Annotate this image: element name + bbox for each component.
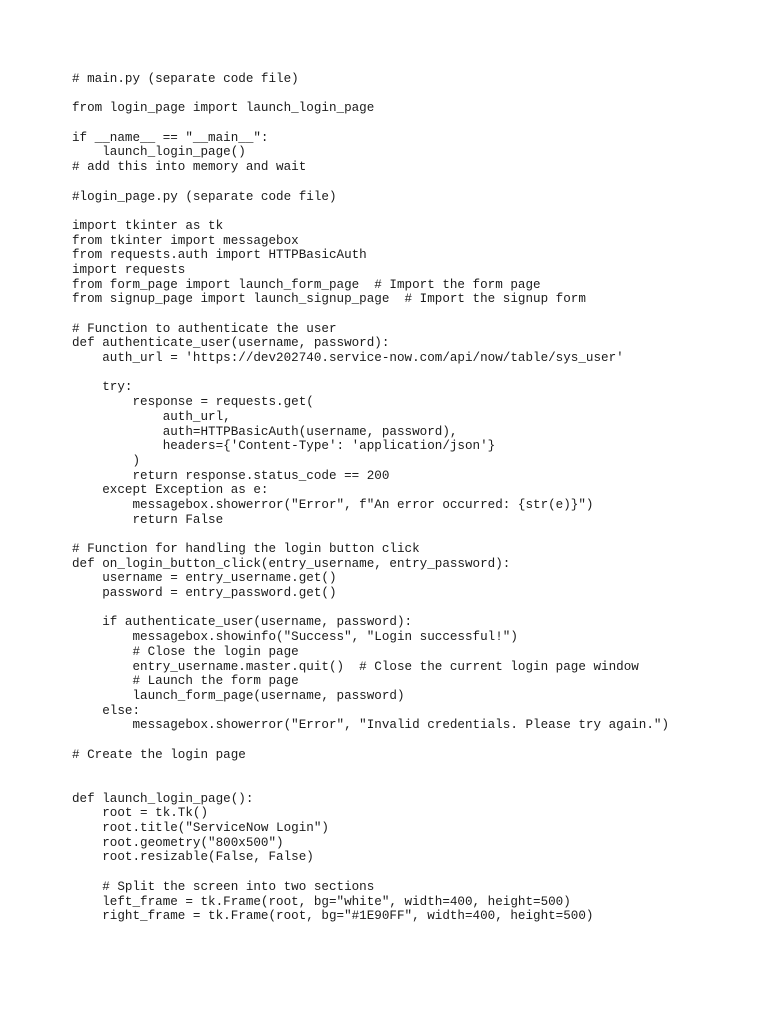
code-line <box>72 777 669 792</box>
code-line: launch_form_page(username, password) <box>72 688 405 703</box>
code-line: from form_page import launch_form_page # Import the form page <box>72 277 541 292</box>
code-line <box>72 175 669 190</box>
code-line: # Function for handling the login button click <box>72 542 420 556</box>
code-line: from requests.auth import HTTPBasicAuth <box>72 248 367 263</box>
code-line <box>72 527 669 542</box>
code-line <box>72 204 669 219</box>
code-line: if __name__ == "__main__": <box>72 130 269 145</box>
code-line: username = entry_username.get() <box>72 571 337 586</box>
code-line: def launch_login_page(): <box>72 791 254 806</box>
code-line: # add this into memory and wait <box>72 160 307 175</box>
code-line: headers={'Content-Type': 'application/json'} <box>72 439 496 454</box>
code-line: password = entry_password.get() <box>72 586 337 601</box>
code-line <box>72 307 669 322</box>
code-line <box>72 733 669 748</box>
code-line: auth=HTTPBasicAuth(username, password), <box>72 424 458 439</box>
code-line <box>72 116 669 131</box>
code-line: # Function to authenticate the user <box>72 321 337 336</box>
code-line: from tkinter import messagebox <box>72 233 299 248</box>
code-line: try: <box>72 380 133 395</box>
code-line: import tkinter as tk <box>72 218 224 233</box>
code-line: launch_login_page() <box>72 145 246 160</box>
code-line: # Create the login page <box>72 747 246 762</box>
code-line: # main.py (separate code file) <box>72 72 299 86</box>
code-line: root.geometry("800x500") <box>72 835 284 850</box>
code-line: import requests <box>72 262 186 277</box>
code-line: # Launch the form page <box>72 674 299 689</box>
code-line <box>72 865 669 880</box>
code-block <box>72 72 669 924</box>
code-line: # Close the login page <box>72 644 299 659</box>
code-line: root = tk.Tk() <box>72 806 209 821</box>
code-line: else: <box>72 703 141 718</box>
code-line <box>72 366 669 381</box>
code-line: messagebox.showerror("Error", "Invalid credentials. Please try again.") <box>72 718 670 733</box>
code-line: except Exception as e: <box>72 483 269 498</box>
code-line: auth_url = 'https://dev202740.service-now.com/api/now/table/sys_user' <box>72 351 624 366</box>
code-line: if authenticate_user(username, password): <box>72 615 413 630</box>
code-line: from signup_page import launch_signup_page # Import the signup form <box>72 292 586 307</box>
code-line: return False <box>72 512 224 527</box>
code-line: #login_page.py (separate code file) <box>72 189 337 204</box>
code-line: left_frame = tk.Frame(root, bg="white", width=400, height=500) <box>72 894 571 909</box>
code-line <box>72 601 669 616</box>
code-line: messagebox.showerror("Error", f"An error occurred: {str(e)}") <box>72 497 594 512</box>
code-line <box>72 87 669 102</box>
code-line: return response.status_code == 200 <box>72 468 390 483</box>
code-line: response = requests.get( <box>72 395 314 410</box>
code-line: ) <box>72 453 141 468</box>
code-line: messagebox.showinfo("Success", "Login successful!") <box>72 630 518 645</box>
code-line: from login_page import launch_login_page <box>72 101 375 116</box>
code-line: def authenticate_user(username, password): <box>72 336 390 351</box>
code-line: auth_url, <box>72 409 231 424</box>
code-line <box>72 762 669 777</box>
code-line: # Split the screen into two sections <box>72 879 375 894</box>
code-line: def on_login_button_click(entry_username, entry_password): <box>72 556 511 571</box>
code-line: root.title("ServiceNow Login") <box>72 821 329 836</box>
code-line: entry_username.master.quit() # Close the current login page window <box>72 659 639 674</box>
code-line: right_frame = tk.Frame(root, bg="#1E90FF", width=400, height=500) <box>72 909 594 924</box>
code-line: root.resizable(False, False) <box>72 850 314 865</box>
